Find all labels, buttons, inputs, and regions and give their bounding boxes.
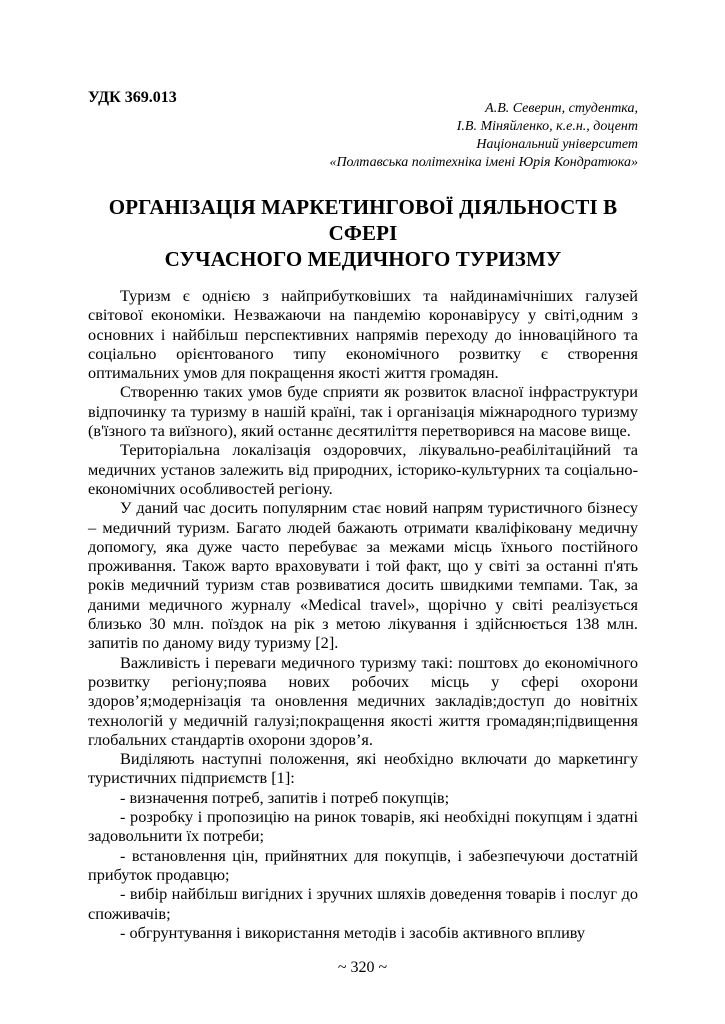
paragraph: Територіальна локалізація оздоровчих, лікувально-реабілітаційний та медичних установ залежить від природних, історико-культурних та соціально-економічних особливостей регіону. (88, 440, 638, 498)
article-title (88, 194, 638, 272)
list-item: - встановлення цін, прийнятних для покупців, і забезпечуючи достатній прибуток продавцю; (88, 845, 638, 884)
paragraph: Туризм є однією з найприбутковіших та найдинамічніших галузей світової економіки. Незважаючи на пандемію коронавірусу у світі,одним з основних і найбільш перспективних напрямів переходу до інноваційного та соціально орієнтованого типу економічного розвитку є створення оптимальних умов для покращення якості життя громадян. (88, 286, 638, 383)
author-2: І.В. Міняйленко, к.е.н., доцент (456, 119, 638, 134)
paragraph: Створенню таких умов буде сприяти як розвиток власної інфраструктури відпочинку та туризму в нашій країні, так і організація міжнародного туризму (в'їзного та виїзного), який останнє десятиліття перетворився на масове вище. (88, 382, 638, 441)
article-body (88, 286, 638, 942)
author-block (88, 100, 638, 172)
paragraph: Важливість і переваги медичного туризму такі: поштовх до економічного розвитку регіону;поява нових робочих місць у сфері охорони здоров’я;модернізація та оновлення медичних закладів;доступ до новітніх технологій у медичній галузі;покращення якості життя громадян;підвищення глобальних стандартів охорони здоров’я. (88, 652, 638, 749)
document-page (88, 88, 638, 942)
affiliation-line-2: «Полтавська політехніка імені Юрія Кондратюка» (329, 155, 638, 170)
list-item: - визначення потреб, запитів і потреб покупців; (120, 787, 450, 807)
author-1: А.В. Северин, студентка, (485, 101, 638, 116)
page-number: ~ 320 ~ (337, 959, 388, 976)
title-line-2: СУЧАСНОГО МЕДИЧНОГО ТУРИЗМУ (164, 247, 562, 271)
list-item: - обгрунтування і використання методів і засобів активного впливу (120, 922, 586, 942)
paragraph: У даний час досить популярним стає новий напрям туристичного бізнесу – медичний туризм. Багато людей бажають отримати кваліфіковану медичну допомогу, яка дуже часто перебуває за межами місць їхнього постійного проживання. Також варто враховувати і той факт, що у світі за останні п'ять років медичний туризм став розвиватися досить швидкими темпами. Так, за даними медичного журналу «Medical travel», щорічно у світі реалізується близько 30 млн. поїздок на рік з метою лікування і здійснюється 138 млн. запитів по даному виду туризму [2]. (88, 498, 638, 653)
list-item: - вибір найбільш вигідних і зручних шляхів доведення товарів і послуг до споживачів; (88, 884, 638, 923)
affiliation-line-1: Національний університет (476, 137, 638, 152)
title-line-1: ОРГАНІЗАЦІЯ МАРКЕТИНГОВОЇ ДІЯЛЬНОСТІ В СФЕРІ (108, 195, 618, 245)
udk-code: УДК 369.013 (88, 89, 177, 106)
list-item: - розробку і пропозицію на ринок товарів, які необхідні покупцям і здатні задовольнити їх потреби; (88, 807, 638, 846)
paragraph: Виділяють наступні положення, які необхідно включати до маркетингу туристичних підприємств [1]: (88, 749, 638, 788)
